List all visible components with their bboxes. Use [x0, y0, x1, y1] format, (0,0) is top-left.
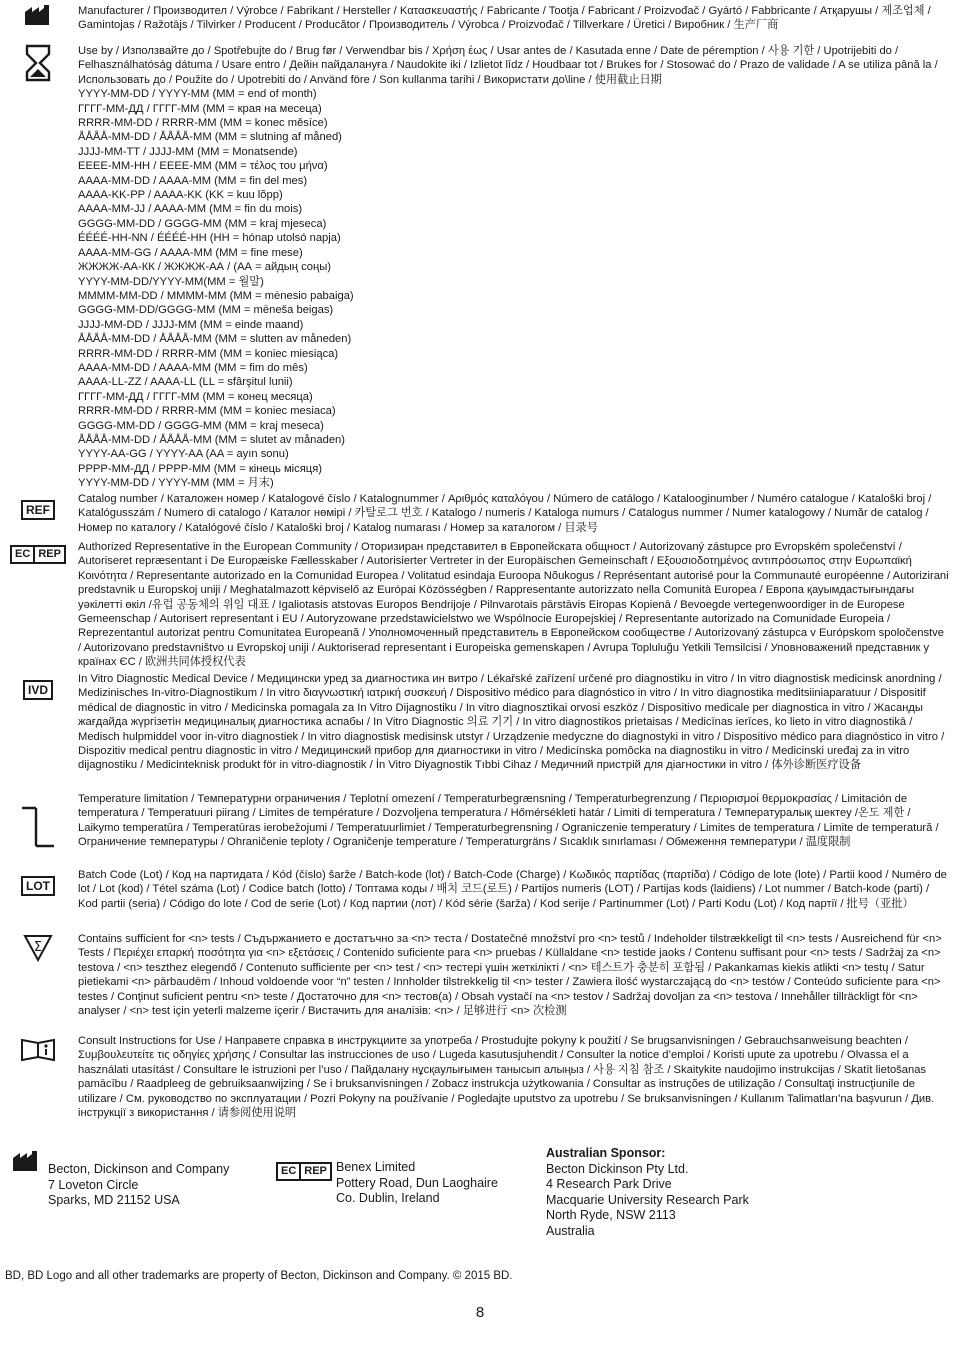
rep-label: REP: [304, 1165, 327, 1177]
address-line: Pottery Road, Dun Laoghaire: [336, 1175, 498, 1190]
date-format-line: ÅÅÅÅ-MM-DD / ÅÅÅÅ-MM (MM = slutning af måned): [78, 131, 342, 144]
date-format-line: GGGG-MM-DD/GGGG-MM (MM = mēneša beigas): [78, 304, 334, 317]
footer-ec-rep-address: [336, 1160, 498, 1207]
address-line: Macquarie University Research Park: [546, 1192, 749, 1207]
trademark-notice: BD, BD Logo and all other trademarks are property of Becton, Dickinson and Company. © 2015 BD.: [5, 1270, 513, 1282]
lot-label: LOT: [21, 876, 55, 896]
use-by-section: [78, 44, 950, 491]
address-line: Australia: [546, 1223, 595, 1238]
rep-label: REP: [38, 548, 61, 560]
date-format-line: AAAA-MM-DD / AAAA-MM (MM = fin del mes): [78, 174, 308, 187]
date-format-line: ГГГГ-ММ-ДД / ГГГГ-ММ (ММ = конец месяца): [78, 390, 313, 403]
ivd-text: In Vitro Diagnostic Medical Device / Медицински уред за диагностика ин витро / Lékařské zařízení určené pro diagnostiku in vitro / In vitro diagnostisk medicinsk anordning / Medizinisches In-vitro-Diagnostikum / In vitro διαγνωστική ιατρική συσκευή / Dispositivo médico para diagnóstico in vitro / In vitro diagnostika meditsiiniaparatuur / Dispositif médical de diagnostic in vitro / Medicinska pomagala za In Vitro Dijagnostiku / In vitro diagnosztikai orvosi eszköz / Dispositivo medicale per diagnostica in vitro / Жасанды жағдайда жүргізетін медициналық диагностика аспабы / In Vitro Diagnostic 의료 기기 / In vitro diagnostikos prietaisas / Medicīnas ierīces, ko lieto in vitro diagnostikā / Medisch hulpmiddel voor in-vitro diagnostiek / In vitro diagnostisk medisinsk utstyr / Urządzenie medyczne do diagnostyki in vitro / Dispositivo médico para diagnóstico in vitro / Dispozitiv medical pentru diagnostic in vitro / Медицинский прибор для диагностики in vitro / Medicínska pomôcka na diagnostiku in vitro / Medicinski uređaj za in vitro dijagnostiku / Medicinteknisk produkt för in vitro-diagnostik / İn Vitro Diyagnostik Tıbbi Cihaz / Медичний пристрій для діагностики in vitro / 体外诊断医疗设备: [78, 673, 945, 772]
address-line: Sparks, MD 21152 USA: [48, 1193, 180, 1207]
date-format-line: MMMM-MM-DD / MMMM-MM (MM = mėnesio pabaiga): [78, 289, 354, 302]
ref-label: REF: [21, 500, 55, 520]
date-format-line: РРРР-ММ-ДД / РРРР-ММ (ММ = кінець місяця): [78, 462, 322, 475]
date-format-line: GGGG-MM-DD / GGGG-MM (MM = kraj mjeseca): [78, 217, 327, 230]
sponsor-title: Australian Sponsor:: [546, 1146, 666, 1160]
date-format-line: RRRR-MM-DD / RRRR-MM (MM = koniec mesiaca): [78, 405, 336, 418]
date-format-line: YYYY-AA-GG / YYYY-AA (AA = ayın sonu): [78, 448, 289, 461]
date-format-line: GGGG-MM-DD / GGGG-MM (MM = kraj meseca): [78, 419, 324, 432]
page-number: 8: [475, 1304, 485, 1321]
date-format-line: AAAA-LL-ZZ / AAAA-LL (LL = sfârşitul lunii): [78, 376, 293, 389]
address-line: Becton, Dickinson and Company: [48, 1162, 230, 1176]
date-format-line: ÅÅÅÅ-MM-DD / ÅÅÅÅ-MM (MM = slutet av månaden): [78, 433, 346, 446]
ec-label: EC: [278, 1164, 301, 1179]
date-format-line: AAAA-MM-GG / AAAA-MM (MM = fine mese): [78, 246, 303, 259]
date-format-line: ΕΕΕΕ-ΜΜ-ΗΗ / ΕΕΕΕ-ΜΜ (ΜΜ = τέλος του μήνα): [78, 160, 328, 173]
use-by-text: Use by / Използвайте до / Spotřebujte do / Brug før / Verwendbar bis / Χρήση έως / Usar antes de / Kasutada enne / Date de péremption / 사용 기한 / Upotrijebiti do / Felhasználhatóság dátuma / Usare entro / Дейін пайдалануға / Naudokite iki / Izlietot līdz / Houdbaar tot / Brukes for / Stosować do / Prazo de validade / A se utiliza până la / Использовать до / Použite do / Upotrebiti do / Använd före / Son kullanma tarihi / Використати до\line / 使用截止日期: [78, 45, 938, 86]
temperature-limitation-text: Temperature limitation / Температурни ограничения / Teplotní omezení / Temperaturbegrænsning / Temperaturbegrenzung / Περιορισμοί θερμοκρασίας / Limitación de temperatura / Temperatuuri piirang / Limites de température / Dozvoljena temperatura / Hőmérsékleti határ / Limiti di temperatura / Температуралық шектеу /온도 제한 / Laikymo temperatūra / Temperatūras ierobežojumi / Temperatuurlimiet / Temperaturbegrensning / Ograniczenie temperatury / Limites de temperatura / Limite de temperatură / Ограничение температуры / Ohraničenie teploty / Ograničenje temperature / Temperaturgräns / Sıcaklık sınırlaması / Обмеження температури / 温度限制: [78, 793, 939, 849]
address-line: Benex Limited: [336, 1160, 416, 1174]
address-line: 4 Research Park Drive: [546, 1177, 672, 1191]
manufacturer-icon: [12, 4, 64, 26]
date-format-line: YYYY-MM-DD / YYYY-MM (MM = end of month): [78, 88, 317, 101]
date-format-line: ЖЖЖЖ-АА-КК / ЖЖЖЖ-АА / (АА = айдың соңы): [78, 261, 331, 274]
date-format-line: JJJJ-MM-DD / JJJJ-MM (MM = einde maand): [78, 318, 304, 331]
ref-symbol: [12, 500, 64, 520]
date-format-line: RRRR-MM-DD / RRRR-MM (MM = koniec miesiąca): [78, 347, 339, 360]
date-format-line: JJJJ-MM-TT / JJJJ-MM (MM = Monatsende): [78, 145, 298, 158]
catalog-number-text: Catalog number / Каталожен номер / Katalogové číslo / Katalognummer / Αριθμός καταλόγου / Número de catálogo / Katalooginumber / Numéro catalogue / Kataloški broj / Katalógusszám / Numero di catalogo / Каталог нөмірі / 카탈로그 번호 / Katalogo / numeris / Kataloga numurs / Catalogus nummer / Numer katalogowy / Număr de catalog / Номер по каталогу / Katalógové číslo / Kataloški broj / Katalog numarası / Номер за каталогом / 目录号: [78, 493, 932, 534]
date-format-line: AAAA-KK-PP / AAAA-KK (KK = kuu lõpp): [78, 189, 283, 202]
ivd-symbol: [12, 680, 64, 700]
address-line: Co. Dublin, Ireland: [336, 1191, 440, 1205]
footer-manufacturer-address: [48, 1162, 229, 1209]
thermometer-icon: [12, 800, 64, 850]
date-format-line: AAAA-MM-JJ / AAAA-MM (MM = fin du mois): [78, 203, 303, 216]
date-format-line: RRRR-MM-DD / RRRR-MM (MM = konec měsíce): [78, 117, 328, 130]
address-line: North Ryde, NSW 2113: [546, 1208, 676, 1222]
contains-sufficient-icon: [12, 934, 64, 962]
manufacturer-text: Manufacturer / Производител / Výrobce / Fabrikant / Hersteller / Κατασκευαστής / Fabricante / Tootja / Fabricant / Proizvođač / Gyártó / Fabbricante / Атқарушы / 제조업체 / Gamintojas / Ražotājs / Tilvirker / Producent / Producător / Производитель / Výrobca / Proizvođač / Tillverkare / Üretici / Виробник / 生产厂商: [78, 5, 931, 32]
footer-manufacturer-icon: [12, 1150, 40, 1177]
hourglass-icon: [12, 44, 64, 82]
instructions-for-use-text: Consult Instructions for Use / Направете справка в инструкциите за употреба / Prostudujte pokyny k použití / Se brugsanvisningen / Gebrauchsanweisung beachten / Συμβουλευτείτε τις οδηγίες χρήσης / Consultar las instrucciones de uso / Lugeda kasutusjuhendit / Consulter la notice d’emploi / Koristi upute za upotrebu / Olvassa el a használati utasítást / Consultare le istruzioni per l’uso / Пайдалану нұсқаулығымен танысып алыңыз / 사용 지침 참조 / Skaitykite naudojimo instrukcijas / Skatīt lietošanas pamācību / Raadpleeg de gebruiksaanwijzing / Se i bruksanvisningen / Zobacz instrukcja użytkowania / Consultar as instruções de utilização / Consultaţi instrucţiunile de utilizare / См. руководство по эксплуатации / Pozri Pokyny na používanie / Pogledajte uputstvo za upotrebu / Se bruksanvisningen / Kullanım Talimatları’na başvurun / Див. інструкції з використання / 请参阅使用说明: [78, 1035, 935, 1120]
date-format-line: AAAA-MM-DD / AAAA-MM (MM = fim do mês): [78, 361, 308, 374]
australian-sponsor: [546, 1146, 749, 1239]
instructions-book-icon: [12, 1036, 64, 1062]
contains-sufficient-text: Contains sufficient for <n> tests / Съдържанието е достатъчно за <n> теста / Dostatečné množství pro <n> testů / Indeholder tilstrækkeligt til <n> tests / Ausreichend für <n> Tests / Περιέχει επαρκή ποσότητα για <n> εξετάσεις / Contenido suficiente para <n> pruebas / Küllaldane <n> testide jaoks / Contenu suffisant pour <n> tests / Sadržaj za <n> testova / <n> teszthez elegendő / Contenuto sufficiente per <n> test / <n> тестері үшін жеткілікті / <n> 테스트가 충분히 포함됨 / Pakankamas kiekis atlikti <n> testų / Satur pietiekami <n> pārbaudēm / Inhoud voldoende voor “n” testen / Innholder tilstrekkelig til <n> tester / Zawiera ilość wystarczającą do <n> testów / Conteúdo suficiente para <n> testes / Conţinut suficient pentru <n> teste / Достаточно для <n> тестов(а) / Obsah vystačí na <n> testov / Sadržaj dovoljan za <n> testova / Innehåller tillräckligt för <n> analyser / <n> test için yeterli malzeme içerir / Вистачить для аналізів: <n> / 足够进行 <n> 次检测: [78, 933, 942, 1018]
date-format-line: YYYY-MM-DD/YYYY-MM(MM = 월말): [78, 275, 264, 288]
address-line: 7 Loveton Circle: [48, 1177, 139, 1192]
date-format-line: ÅÅÅÅ-MM-DD / ÅÅÅÅ-MM (MM = slutten av måneden): [78, 333, 352, 346]
ivd-label: IVD: [23, 680, 53, 700]
batch-code-text: Batch Code (Lot) / Код на партидата / Kód (číslo) šarže / Batch-kode (lot) / Batch-Code (Charge) / Κωδικός παρτίδας (παρτίδα) / Código de lote (lote) / Partii kood / Numéro de lot / Lot (kod) / Tétel száma (Lot) / Codice batch (lotto) / Топтама коды / 배치 코드(로트) / Partijos numeris (LOT) / Partijas kods (laidiens) / Lot nummer / Batch-kode (parti) / Kod partii (seria) / Código do lote / Cod de serie (Lot) / Код партии (лот) / Kód série (šarža) / Kod serije / Partinummer (Lot) / Parti Kodu (Lot) / Код партії / 批号（亚批）: [78, 869, 947, 910]
date-format-line: YYYY-MM-DD / YYYY-MM (MM = 月末): [78, 477, 274, 490]
lot-symbol: [12, 876, 64, 896]
authorized-representative-text: Authorized Representative in the European Community / Оторизиран представител в Европейската общност / Autorizovaný zástupce pro Evropském společenství / Autoriseret repræsentant i De Europæiske Fællesskaber / Autorisierter Vertreter in der Europäischen Gemeinschaft / Εξουσιοδοτημένος αντιπρόσωπος στην Ευρωπαϊκή Κοινότητα / Representante autorizado en la Comunidad Europea / Volitatud esindaja Euroopa Nõukogus / Représentant autorisé pour la Communauté européenne / Autorizirani predstavnik u Europskoj uniji / Meghatalmazott képviselő az Európai Közösségben / Rappresentante autorizzato nella Comunità Europea / Европа қауымдастығындағы уәкілетті өкіл /유럽 공동체의 위임 대표 / Igaliotasis atstovas Europos Bendrijoje / Pilnvarotais pārstāvis Eiropas Kopienā / Bevoegde vertegenwoordiger in de Europese Gemeenschap / Autorisert representant i EU / Autoryzowane przedstawicielstwo we Wspólnocie Europejskiej / Representante autorizado na Comunidade Europeia / Reprezentantul autorizat pentru Comunitatea Europeană / Уполномоченный представитель в Европейском сообществе / Autorizovaný zástupca v Európskom spoločenstve / Autorizovano predstavništvo u Evropskoj uniji / Auktoriserad representant i Europeiska gemenskapen / Avrupa Topluluğu Yetkili Temsilcisi / Уповноважений представник у країнах ЄС / 欧洲共同体授权代表: [78, 541, 949, 669]
date-format-line: ÉÉÉÉ-HH-NN / ÉÉÉÉ-HH (HH = hónap utolsó napja): [78, 232, 341, 245]
date-format-line: ГГГГ-ММ-ДД / ГГГГ-ММ (ММ = края на месеца): [78, 102, 322, 115]
address-line: Becton Dickinson Pty Ltd.: [546, 1161, 689, 1176]
ec-label: EC: [12, 547, 35, 562]
date-format-list: [78, 87, 950, 490]
sigma-glyph: Σ: [33, 940, 43, 955]
ec-rep-symbol: [12, 545, 64, 564]
footer-ec-rep-symbol: [276, 1162, 332, 1181]
